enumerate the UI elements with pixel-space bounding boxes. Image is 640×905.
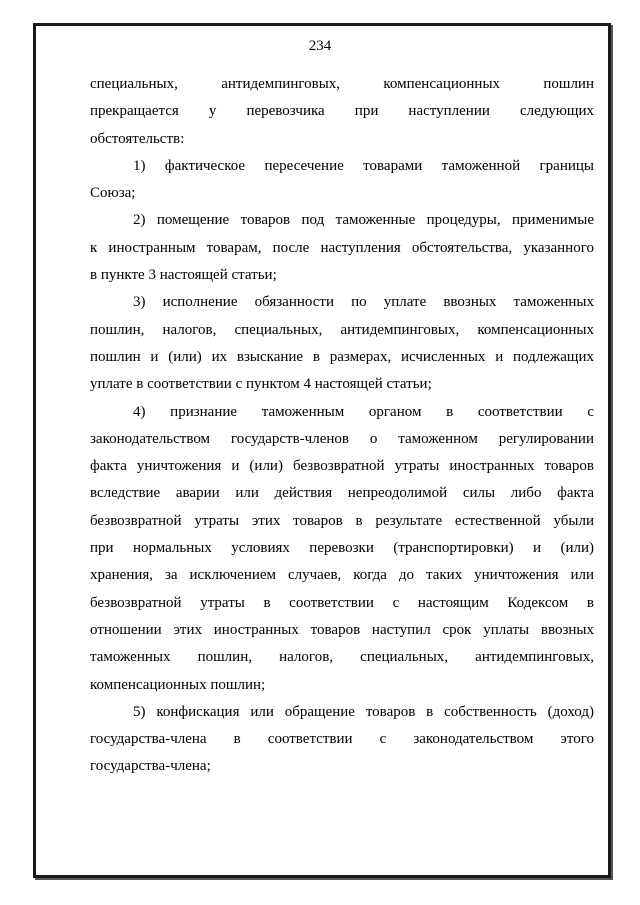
text-line: компенсационных пошлин; <box>90 676 266 693</box>
text-line: уплате в соответствии с пунктом 4 настоящей статьи; <box>90 376 432 393</box>
text-line: прекращается у перевозчика при наступлении следующих <box>90 103 594 120</box>
text-line: безвозвратной утраты в соответствии с настоящим Кодексом в <box>90 594 594 611</box>
text-line: 2) помещение товаров под таможенные процедуры, применимые <box>133 212 594 229</box>
text-line: 1) фактическое пересечение товарами таможенной границы <box>133 157 594 174</box>
text-line: пошлин, налогов, специальных, антидемпинговых, компенсационных <box>90 321 594 338</box>
text-line: 5) конфискация или обращение товаров в собственность (доход) <box>133 703 594 720</box>
text-line: Союза; <box>90 185 136 202</box>
text-line: законодательством государств-членов о таможенном регулировании <box>90 430 594 447</box>
text-line: к иностранным товарам, после наступления обстоятельства, указанного <box>90 239 594 256</box>
text-line: безвозвратной утраты этих товаров в результате естественной убыли <box>90 512 594 529</box>
text-line: 3) исполнение обязанности по уплате ввозных таможенных <box>133 294 594 311</box>
text-line: государства-члена; <box>90 758 211 775</box>
text-line: хранения, за исключением случаев, когда до таких уничтожения или <box>90 567 594 584</box>
text-line: при нормальных условиях перевозки (транспортировки) и (или) <box>90 540 594 557</box>
page-number: 234 <box>308 38 332 54</box>
text-line: вследствие аварии или действия непреодолимой силы либо факта <box>90 485 594 502</box>
text-line: в пункте 3 настоящей статьи; <box>90 267 277 284</box>
text-line: государства-члена в соответствии с законодательством этого <box>90 731 594 748</box>
text-line: отношении этих иностранных товаров наступил срок уплаты ввозных <box>90 621 594 638</box>
text-line: специальных, антидемпинговых, компенсационных пошлин <box>90 76 594 92</box>
text-line: пошлин и (или) их взыскание в размерах, исчисленных и подлежащих <box>90 348 594 365</box>
text-line: факта уничтожения и (или) безвозвратной утраты иностранных товаров <box>90 458 594 475</box>
text-line: таможенных пошлин, налогов, специальных, антидемпинговых, <box>90 649 594 666</box>
text-line: 4) признание таможенным органом в соответствии с <box>133 403 594 420</box>
document-body <box>90 71 594 781</box>
text-line: обстоятельств: <box>90 130 185 147</box>
